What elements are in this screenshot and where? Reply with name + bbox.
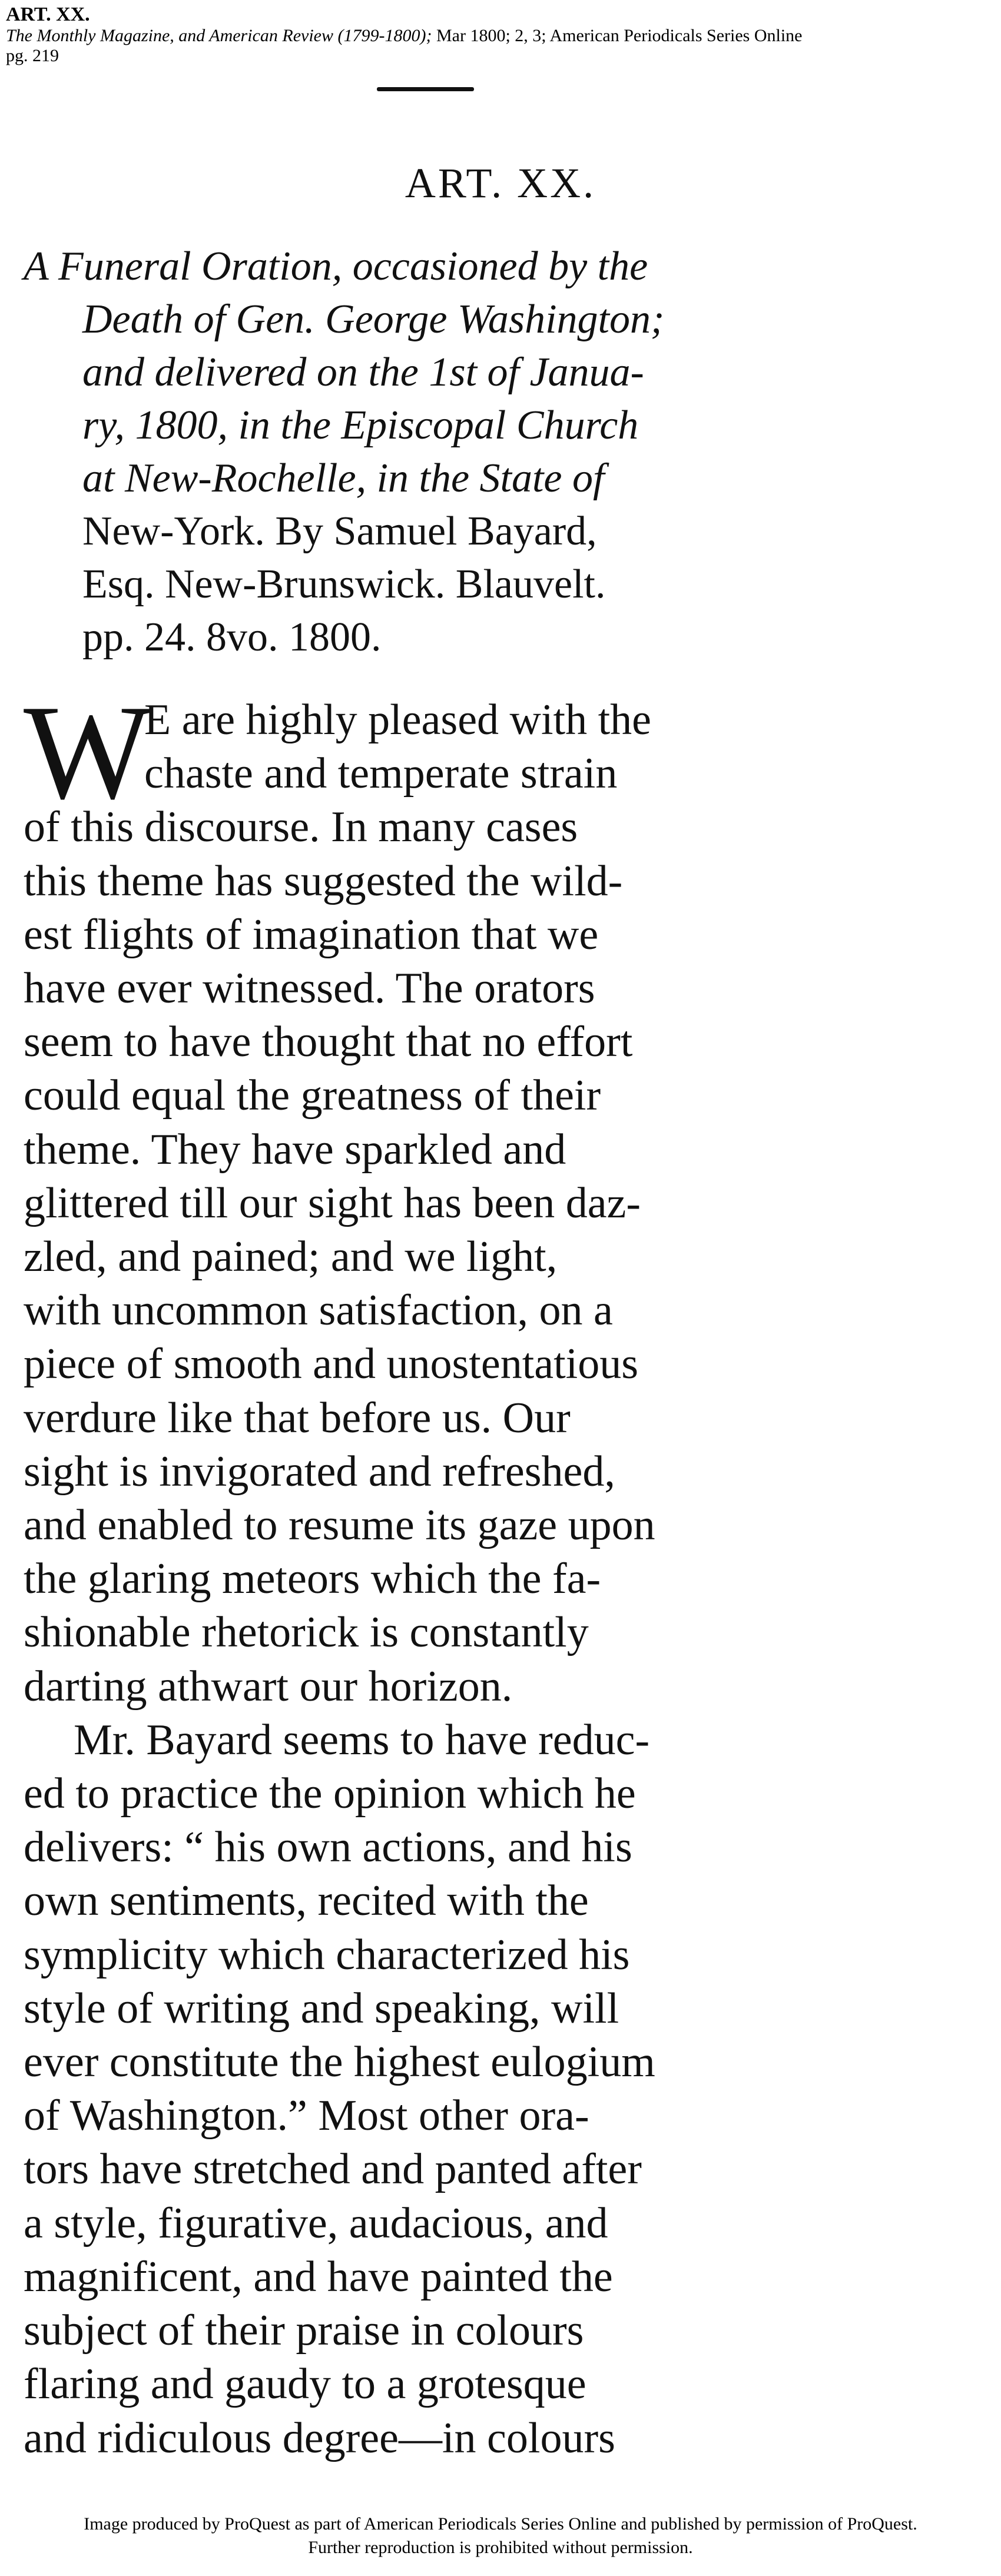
body-line: sight is invigorated and refreshed, [24,1447,615,1496]
proquest-footer [0,2512,1001,2560]
footer-line: Further reproduction is prohibited without permission. [308,2538,693,2557]
body-line: verdure like that before us. Our [24,1393,571,1442]
body-line: theme. They have sparkled and [24,1125,566,1174]
body-line: the glaring meteors which the fa- [24,1555,601,1604]
body-line: and ridiculous degree—in colours [24,2414,615,2462]
title-line: Esq. New-Brunswick. Blauvelt. [82,562,606,607]
body-line: glittered till our sight has been daz- [24,1179,641,1227]
body-line: piece of smooth and unostentatious [24,1340,639,1389]
body-line: chaste and temperate strain [144,749,618,798]
title-line: ry, 1800, in the Episcopal Church [82,403,639,448]
title-line: pp. 24. 8vo. 1800. [82,615,382,660]
title-line: New-York. By Samuel Bayard, [82,509,597,554]
body-line: have ever witnessed. The orators [24,964,595,1013]
body-line: style of writing and speaking, will [24,1984,619,2033]
body-line: zled, and pained; and we light, [24,1233,558,1282]
header-title: ART. XX. [6,4,90,25]
body-line: subject of their praise in colours [24,2306,584,2355]
body-line: est flights of imagination that we [24,910,599,959]
body-line: E are highly pleased with the [144,696,652,744]
body-line: ever constitute the highest eulogium [24,2038,655,2087]
footer-line: Image produced by ProQuest as part of American Periodicals Series Online and published by permission of ProQuest. [84,2514,917,2534]
body-line: tors have stretched and panted after [24,2145,642,2194]
header-citation [6,26,803,46]
body-line: of this discourse. In many cases [24,803,578,852]
ornamental-rule [377,87,474,91]
header-page: pg. 219 [6,46,59,65]
body-line: magnificent, and have painted the [24,2252,613,2301]
review-title [24,240,801,664]
body-line: a style, figurative, audacious, and [24,2199,608,2248]
body-line: darting athwart our horizon. [24,1662,513,1711]
body-line: delivers: “ his own actions, and his [24,1823,632,1872]
title-line: and delivered on the 1st of Janua- [82,350,644,395]
body-line: shionable rhetorick is constantly [24,1608,589,1657]
review-body [24,677,789,2465]
drop-cap: W [24,677,152,827]
body-line: this theme has suggested the wild- [24,857,623,905]
document-header [6,4,803,66]
body-line: own sentiments, recited with the [24,1877,589,1926]
journal-name: The Monthly Magazine, and American Review (1799-1800); [6,26,432,45]
body-line: Mr. Bayard seems to have reduc- [74,1715,650,1764]
article-heading: ART. XX. [405,160,596,207]
body-line: with uncommon satisfaction, on a [24,1286,613,1335]
title-line: at New-Rochelle, in the State of [82,456,605,501]
body-line: symplicity which characterized his [24,1930,630,1979]
title-line: A Funeral Oration, occasioned by the [24,244,648,289]
citation-details: Mar 1800; 2, 3; American Periodicals Series Online [432,26,803,45]
body-line: of Washington.” Most other ora- [24,2092,589,2140]
body-line: and enabled to resume its gaze upon [24,1501,655,1550]
title-line: Death of Gen. George Washington; [82,297,665,342]
body-line: ed to practice the opinion which he [24,1770,636,1818]
body-line: seem to have thought that no effort [24,1018,633,1067]
body-line: could equal the greatness of their [24,1071,601,1120]
body-line: flaring and gaudy to a grotesque [24,2360,586,2409]
